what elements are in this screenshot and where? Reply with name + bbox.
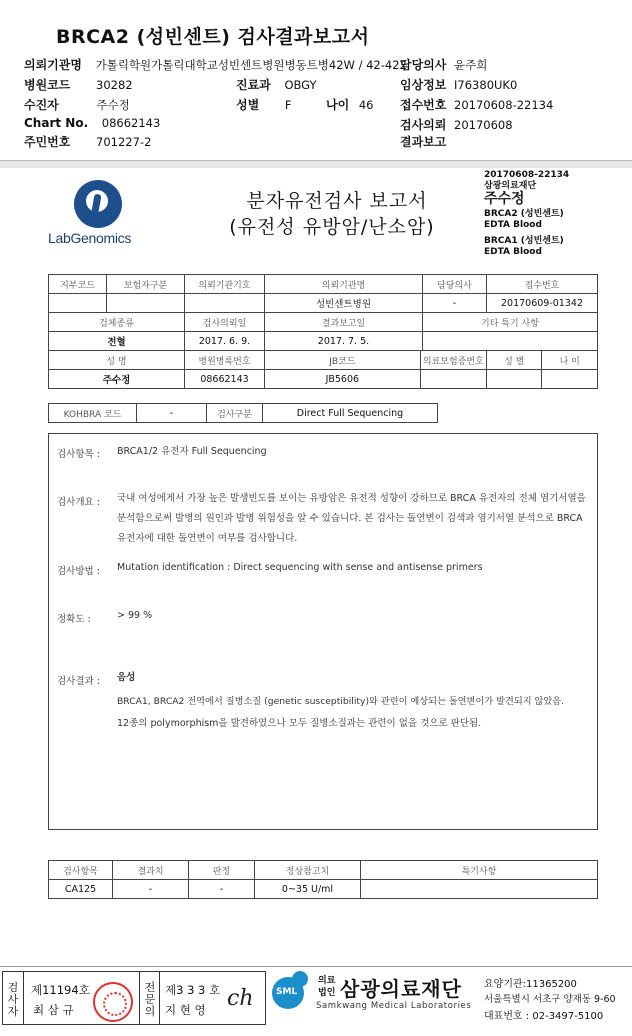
- table-header-cell: 의뢰기관기호: [185, 275, 265, 294]
- hdr-ssn: [24, 133, 151, 150]
- table-cell: 20170609-01342: [486, 294, 597, 313]
- label-specimen2: EDTA Blood: [484, 247, 542, 257]
- kohbra-value: -: [137, 404, 207, 423]
- hdr-doctor-value: 윤주희: [454, 58, 488, 72]
- hdr-doctor-label: 담당의사: [400, 58, 447, 72]
- table-cell: 성빈센트병원: [265, 294, 423, 313]
- table-header-cell: 기타 특기 사항: [422, 313, 597, 332]
- hdr-chart-no: [24, 116, 160, 130]
- hdr-hospital-code-label: 병원코드: [24, 78, 71, 92]
- table-header-cell: 나 이: [542, 351, 598, 370]
- table-row: [49, 294, 598, 313]
- table-header-cell: 성 명: [49, 351, 185, 370]
- hdr-sex: [236, 96, 291, 113]
- info-table: [48, 274, 598, 389]
- table-header-cell: JB코드: [265, 351, 421, 370]
- hdr-receipt: [400, 96, 553, 113]
- specialist-name: 지 현 영: [165, 1003, 206, 1017]
- hdr-chart-no-value: 08662143: [101, 116, 161, 130]
- tester-name: 최 삼 규: [33, 1003, 74, 1017]
- labgenomics-logo: [48, 180, 148, 250]
- table-cell: [361, 880, 598, 899]
- result-line2: 12종의 polymorphism을 발견하였으나 모두 질병소질과는 관련이 없을 것으로 판단됨.: [117, 718, 482, 729]
- summary-label: 검사개요 :: [57, 497, 100, 508]
- hdr-sex-label: 성별: [236, 98, 260, 112]
- table-header-cell: 보험자구분: [107, 275, 185, 294]
- table-cell: 주수정: [49, 370, 185, 389]
- hdr-ward: 병동트병42W / 42-422: [284, 58, 407, 72]
- hdr-patient-label: 수진자: [24, 98, 59, 112]
- test-type-value: Direct Full Sequencing: [263, 404, 438, 423]
- logo-text: LabGenomics: [48, 230, 132, 246]
- table-cell: -: [189, 880, 255, 899]
- hdr-request: [400, 116, 513, 133]
- table-header-cell: 검체종류: [49, 313, 185, 332]
- table-header-cell: 결과보고일: [265, 313, 423, 332]
- hdr-receipt-label: 접수번호: [400, 98, 447, 112]
- care-agency-no: 요양기관:11365200: [484, 979, 577, 990]
- table-cell: [185, 294, 265, 313]
- hdr-dept-label: 진료과: [236, 78, 271, 92]
- hdr-chart-no-label: Chart No.: [24, 116, 89, 130]
- table-cell: [422, 332, 597, 351]
- table-cell: [420, 370, 486, 389]
- hdr-doctor: [400, 56, 487, 73]
- table-header-cell: 접수번호: [486, 275, 597, 294]
- table-cell: -: [113, 880, 189, 899]
- hdr-hospital-code: [24, 76, 133, 93]
- corp-type: 의료 법인: [318, 976, 336, 998]
- specialist-license: 제3 3 3 호: [165, 983, 221, 997]
- table-header-cell: 검사항목: [49, 861, 113, 880]
- table-row: [49, 313, 598, 332]
- tumor-table: [48, 860, 598, 899]
- table-row: [49, 370, 598, 389]
- table-cell: 전혈: [49, 332, 185, 351]
- page-title: BRCA2 (성빈센트) 검사결과보고서: [56, 26, 370, 48]
- hdr-clinical-label: 임상정보: [400, 78, 447, 92]
- table-cell: 2017. 6. 9.: [185, 332, 265, 351]
- table-row: [49, 351, 598, 370]
- hdr-age-value: 46: [358, 98, 374, 112]
- method-value: Mutation identification : Direct sequencing with sense and antisense primers: [117, 562, 483, 573]
- hdr-sex-value: F: [284, 98, 292, 112]
- foundation-english-name: Samkwang Medical Laboratories: [316, 1001, 472, 1011]
- tester-license: 제11194호: [31, 983, 90, 997]
- table-cell: -: [422, 294, 486, 313]
- table-cell: [107, 294, 185, 313]
- table-header-cell: 정상참고치: [255, 861, 361, 880]
- footer-phone: 대표번호 : 02-3497-5100: [484, 1011, 604, 1022]
- table-header-cell: 특기사항: [361, 861, 598, 880]
- hdr-ssn-value: 701227-2: [96, 135, 152, 149]
- table-header-cell: 검사의뢰일: [185, 313, 265, 332]
- table-header-cell: 의뢰기관명: [265, 275, 423, 294]
- table-cell: 0~35 U/ml: [255, 880, 361, 899]
- sml-logo-text: SML: [276, 987, 298, 997]
- signature: ch: [227, 986, 254, 1011]
- table-header-cell: 의료보험증번호: [420, 351, 486, 370]
- footer-address: 서울특별시 서초구 양재동 9-60: [484, 994, 616, 1005]
- hdr-request-value: 20170608: [454, 118, 513, 132]
- table-row: [49, 861, 598, 880]
- report-title: 분자유전검사 보고서: [246, 190, 428, 212]
- label-test2: BRCA1 (성빈센트): [484, 236, 564, 246]
- foundation-name: 삼광의료재단: [340, 977, 462, 1001]
- hdr-patient: [24, 96, 130, 113]
- hdr-clinical: [400, 76, 517, 93]
- hdr-hospital-value: 가톨릭학원가톨릭대학교성빈센트병원병동트병42W / 42-422: [95, 58, 407, 72]
- table-row: [49, 332, 598, 351]
- result-line1: BRCA1, BRCA2 전역에서 질병소질 (genetic susceptibility)와 관련이 예상되는 돌연변이가 발견되지 않았음.: [117, 696, 565, 707]
- table-row: [49, 404, 438, 423]
- label-foundation: 삼광의료재단: [484, 181, 537, 191]
- hdr-clinical-value: I76380UK0: [454, 78, 518, 92]
- summary-value: 국내 여성에게서 가장 높은 발생빈도를 보이는 유방암은 유전적 성향이 강하므로 BRCA 유전자의 전체 염기서열을 분석함으로써 발병의 원인과 발병 위험성을 알 수 있습니다. 본 검사는 돌연변이 검색과 염기서열 분석으로 BRCA 유전자에 대한 돌연변이 여부를 검사합니다.: [117, 493, 586, 544]
- table-cell: [49, 294, 107, 313]
- accuracy-value: > 99 %: [117, 610, 153, 621]
- hdr-ssn-label: 주민번호: [24, 135, 71, 149]
- tester-vertical-label: 검 사 자: [7, 981, 19, 1018]
- hdr-request-label: 검사의뢰: [400, 118, 447, 132]
- hdr-patient-value: 주수정: [96, 98, 130, 112]
- hdr-report-label: 결과보고: [400, 135, 447, 149]
- table-header-cell: 성 별: [486, 351, 541, 370]
- result-value: 음성: [117, 672, 136, 683]
- hdr-age-label: 나이: [326, 98, 350, 112]
- label-test1: BRCA2 (성빈센트): [484, 209, 564, 219]
- table-cell: JB5606: [265, 370, 421, 389]
- item-value: BRCA1/2 유전자 Full Sequencing: [117, 446, 267, 457]
- label-receipt-no: 20170608-22134: [484, 170, 570, 180]
- accuracy-label: 정확도 :: [57, 614, 91, 625]
- hdr-hospital: [24, 56, 407, 73]
- specialist-vertical-label: 전 문 의: [144, 981, 156, 1018]
- test-type-label: 검사구분: [207, 404, 263, 423]
- table-cell: CA125: [49, 880, 113, 899]
- specimen-label: [480, 170, 569, 258]
- method-label: 검사방법 :: [57, 566, 100, 577]
- result-box: [48, 433, 598, 830]
- sml-logo-icon: [268, 971, 312, 1015]
- item-label: 검사항목 :: [57, 449, 100, 460]
- table-cell: [542, 370, 598, 389]
- hdr-hospital-label: 의뢰기관명: [24, 58, 82, 72]
- table-cell: [486, 370, 541, 389]
- seal-icon: [93, 982, 133, 1022]
- hdr-receipt-value: 20170608-22134: [454, 98, 554, 112]
- hdr-age: [326, 96, 373, 113]
- table-header-cell: 병원병록번호: [185, 351, 265, 370]
- table-header-cell: 결과치: [113, 861, 189, 880]
- table-header-cell: 판정: [189, 861, 255, 880]
- table-row: [49, 275, 598, 294]
- label-patient: 주수정: [484, 191, 525, 207]
- label-specimen1: EDTA Blood: [484, 220, 542, 230]
- table-cell: 2017. 7. 5.: [265, 332, 423, 351]
- hdr-dept-value: OBGY: [284, 78, 317, 92]
- header-divider: [0, 160, 632, 168]
- report-subtitle: (유전성 유방암/난소암): [229, 216, 435, 238]
- result-label: 검사결과 :: [57, 676, 100, 687]
- kohbra-table: [48, 403, 438, 423]
- hdr-hospital-code-value: 30282: [96, 78, 133, 92]
- table-header-cell: 담당의사: [422, 275, 486, 294]
- table-header-cell: 지부코드: [49, 275, 107, 294]
- hdr-report: [400, 133, 456, 150]
- kohbra-label: KOHBRA 코드: [49, 404, 137, 423]
- footer: [0, 966, 632, 1036]
- table-cell: 08662143: [185, 370, 265, 389]
- signature-box: [2, 971, 266, 1025]
- table-row: [49, 880, 598, 899]
- hdr-dept: [236, 76, 317, 93]
